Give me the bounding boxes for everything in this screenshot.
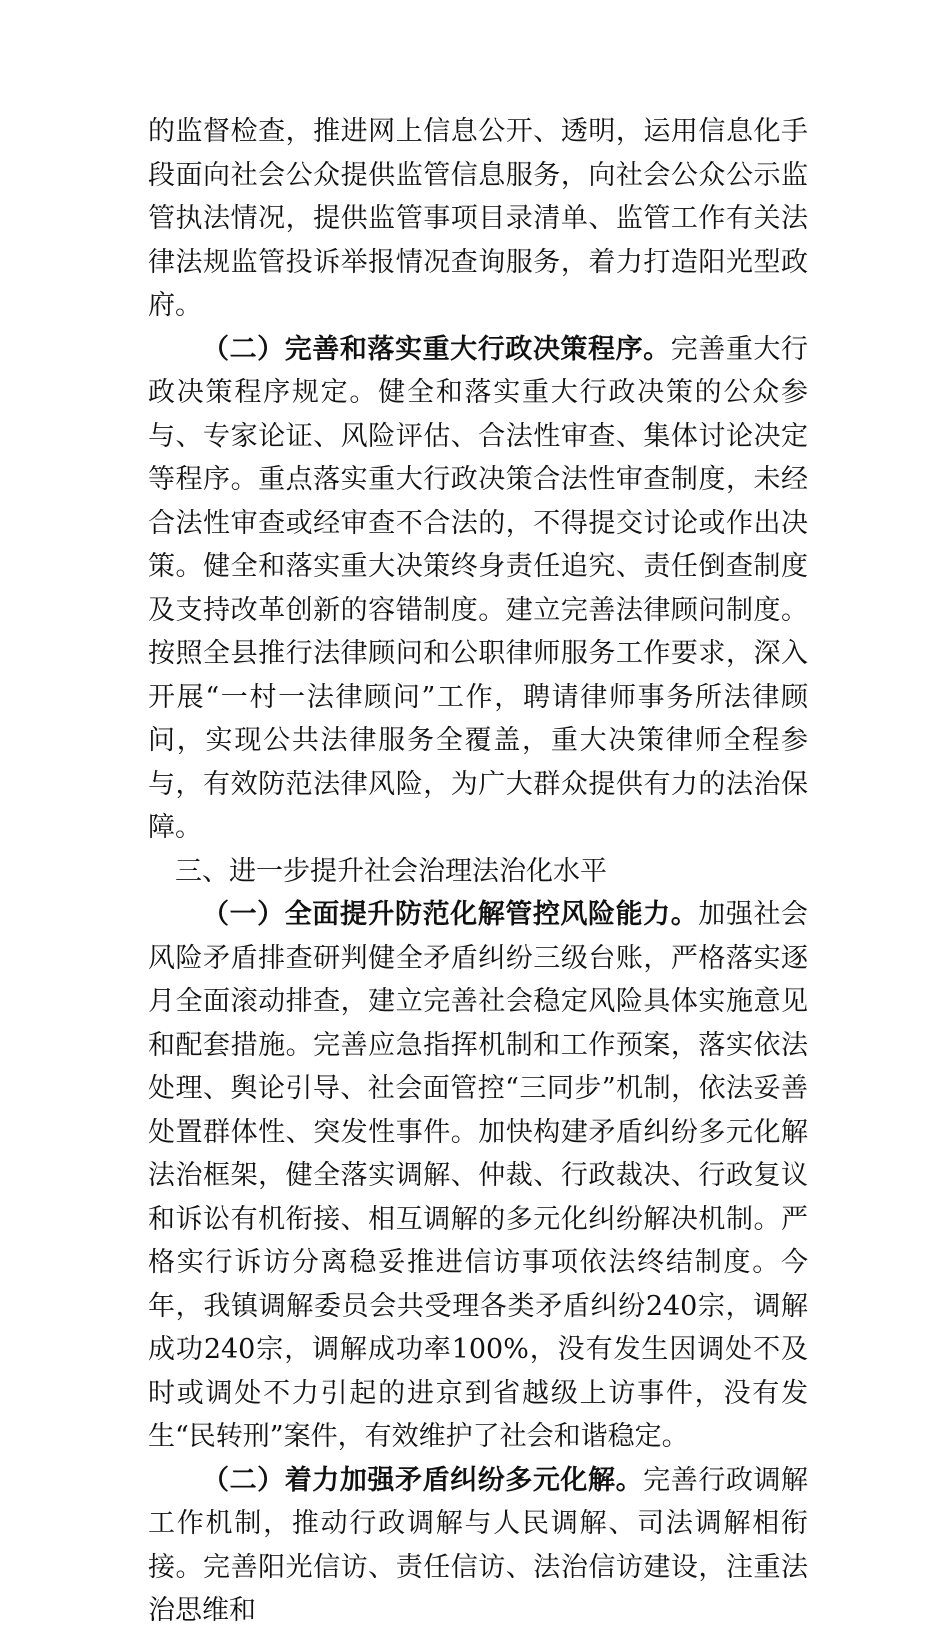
paragraph-continuation bbox=[148, 110, 808, 328]
paragraph-lead-heading: （二）着力加强矛盾纠纷多元化解。 bbox=[202, 1464, 644, 1496]
paragraph-text: 的监督检查，推进网上信息公开、透明，运用信息化手段面向社会公众提供监管信息服务，向社会公众公示监管执法情况，提供监管事项目录清单、监管工作有关法律法规监管投诉举报情况查询服务，着力打造阳光型政府。 bbox=[148, 116, 808, 321]
section-heading: 三、进一步提升社会治理法治化水平 bbox=[175, 855, 607, 887]
paragraph-text: 完善行政调解工作机制，推动行政调解与人民调解、司法调解相衔接。完善阳光信访、责任信访、法治信访建设，注重法治思维和 bbox=[148, 1464, 809, 1626]
document-page bbox=[148, 110, 808, 1633]
paragraph-lead-heading: （一）全面提升防范化解管控风险能力。 bbox=[202, 899, 699, 930]
paragraph-text: 完善重大行政决策程序规定。健全和落实重大行政决策的公众参与、专家论证、风险评估、合法性审查、集体讨论决定等程序。重点落实重大行政决策合法性审查制度，未经合法性审查或经审查不合法的，不得提交讨论或作出决策。健全和落实重大决策终身责任追究、责任倒查制度及支持改革创新的容错制度。建立完善法律顾问制度。按照全县推行法律顾问和公职律师服务工作要求，深入开展“一村一法律顾问”工作，聘请律师事务所法律顾问，实现公共法律服务全覆盖，重大决策律师全程参与，有效防范法律风险，为广大群众提供有力的法治保障。 bbox=[148, 333, 809, 843]
paragraph-dispute-resolution bbox=[148, 1459, 808, 1633]
paragraph-risk-control bbox=[148, 893, 808, 1459]
paragraph-lead-heading: （二）完善和落实重大行政决策程序。 bbox=[202, 333, 671, 365]
paragraph-text: 加强社会风险矛盾排查研判健全矛盾纠纷三级台账，严格落实逐月全面滚动排查，建立完善社会稳定风险具体实施意见和配套措施。完善应急指挥机制和工作预案，落实依法处理、舆论引导、社会面管控“三同步”机制，依法妥善处置群体性、突发性事件。加快构建矛盾纠纷多元化解法治框架，健全落实调解、仲裁、行政裁决、行政复议和诉讼有机衔接、相互调解的多元化纠纷解决机制。严格实行诉访分离稳妥推进信访事项依法终结制度。今年，我镇调解委员会共受理各类矛盾纠纷240宗，调解成功240宗，调解成功率100%，没有发生因调处不及时或调处不力引起的进京到省越级上访事件，没有发生“民转刑”案件，有效维护了社会和谐稳定。 bbox=[148, 899, 809, 1452]
paragraph-decision-procedure bbox=[148, 328, 808, 850]
